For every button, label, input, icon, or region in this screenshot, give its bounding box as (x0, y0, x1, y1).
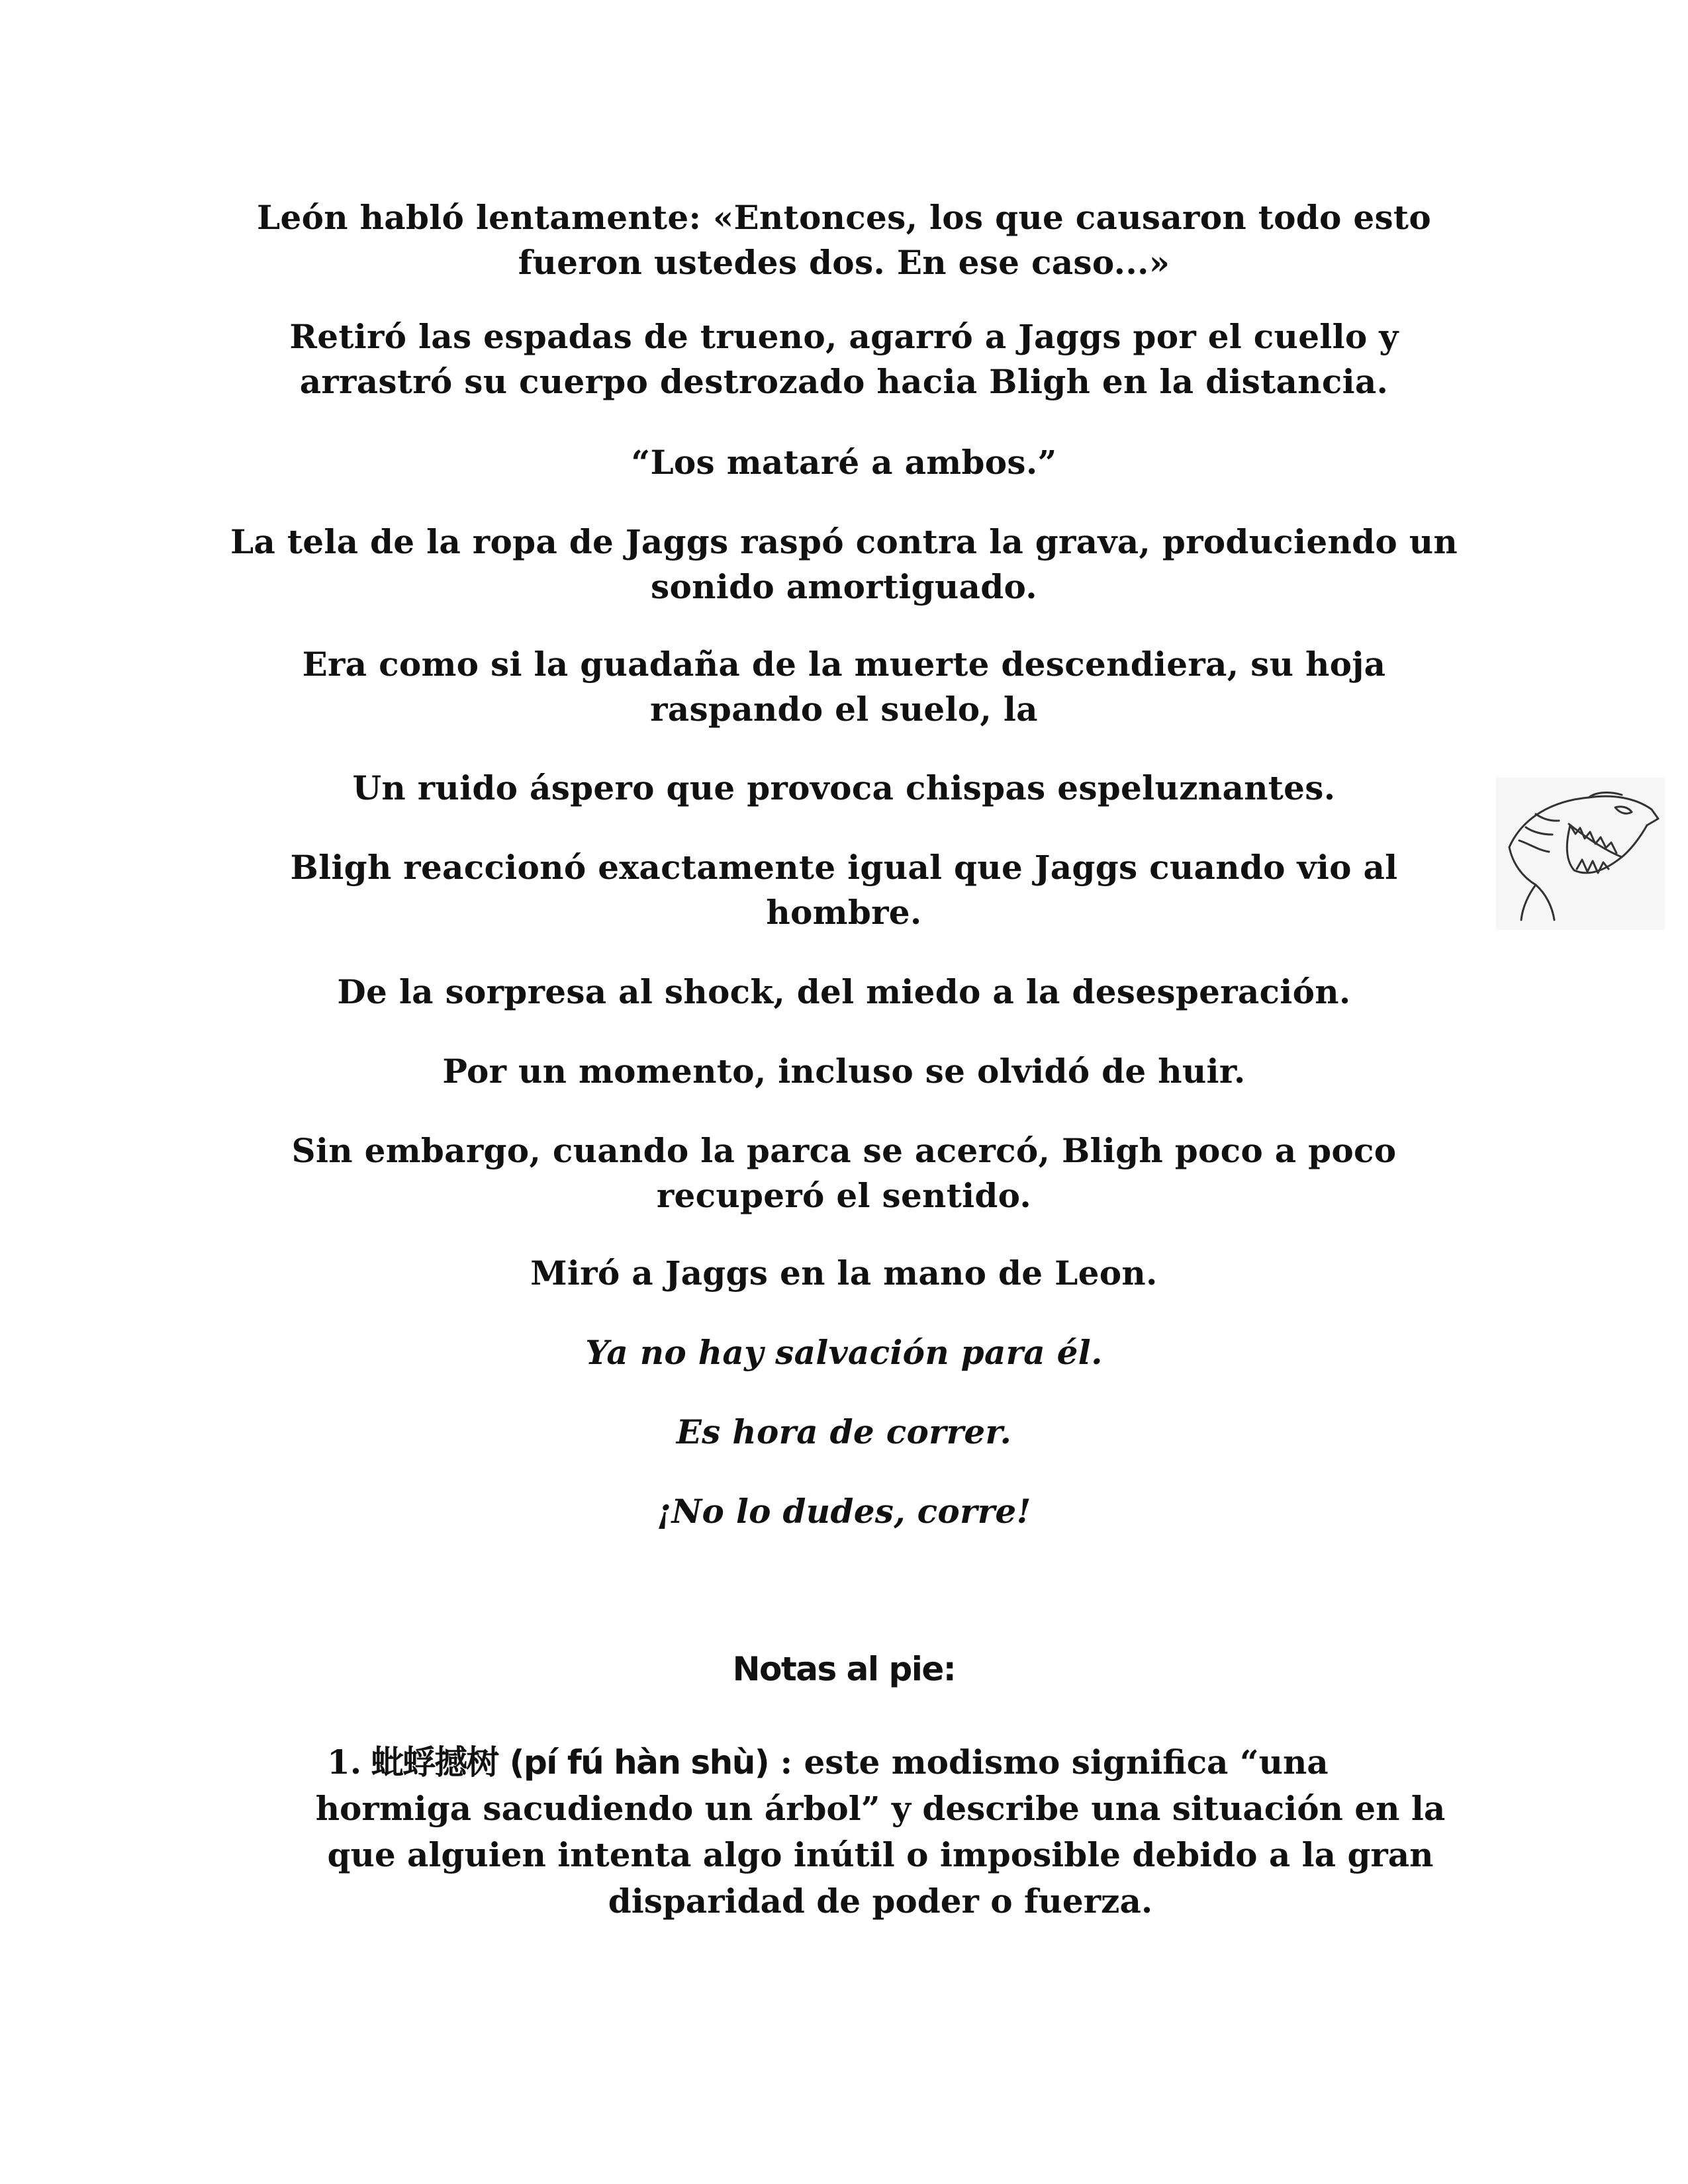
paragraph-1: León habló lentamente: «Entonces, los que causaron todo esto fueron ustedes dos. En ese caso...» (257, 198, 1431, 282)
paragraph-11: Miró a Jaggs en la mano de Leon. (530, 1253, 1158, 1293)
footnote-text-first: : este modismo significa “una (769, 1743, 1329, 1782)
paragraph-7: Bligh reaccionó exactamente igual que Jaggs cuando vio al hombre. (290, 848, 1398, 932)
italic-thought-3: ¡No lo dudes, corre! (657, 1492, 1031, 1531)
paragraph-4: La tela de la ropa de Jaggs raspó contra la grava, produciendo un sonido amortiguado. (230, 522, 1458, 606)
footnote-1 (311, 1739, 1450, 1925)
paragraph-2: Retiró las espadas de trueno, agarró a Jaggs por el cuello y arrastró su cuerpo destrozado hacia Bligh en la distancia. (289, 317, 1399, 401)
footnote-hanzi: 蚍蜉撼树 (371, 1743, 498, 1782)
paragraph-6: Un ruido áspero que provoca chispas espeluznantes. (352, 768, 1336, 807)
paragraph-5: Era como si la guadaña de la muerte descendiera, su hoja raspando el suelo, la (302, 645, 1386, 729)
paragraph-9: Por un momento, incluso se olvidó de huir. (442, 1052, 1246, 1091)
footnote-pinyin: (pí fú hàn shù) (509, 1743, 769, 1782)
footnotes-title: Notas al pie: (732, 1650, 956, 1688)
italic-thought-2: Es hora de correr. (676, 1412, 1012, 1451)
dinosaur-sketch-icon (1496, 778, 1665, 930)
paragraph-3: “Los mataré a ambos.” (631, 443, 1057, 482)
paragraph-8: De la sorpresa al shock, del miedo a la desesperación. (337, 972, 1351, 1011)
footnote-1-first-line (311, 1739, 1450, 1786)
paragraph-10: Sin embargo, cuando la parca se acercó, Bligh poco a poco recuperó el sentido. (291, 1131, 1397, 1215)
italic-thought-1: Ya no hay salvación para él. (585, 1333, 1103, 1372)
footnote-number: 1. (327, 1743, 362, 1782)
footnote-text-rest: hormiga sacudiendo un árbol” y describe una situación en la que alguien intenta algo inútil o imposible debido a la gran disparidad de poder o fuerza. (315, 1789, 1446, 1921)
